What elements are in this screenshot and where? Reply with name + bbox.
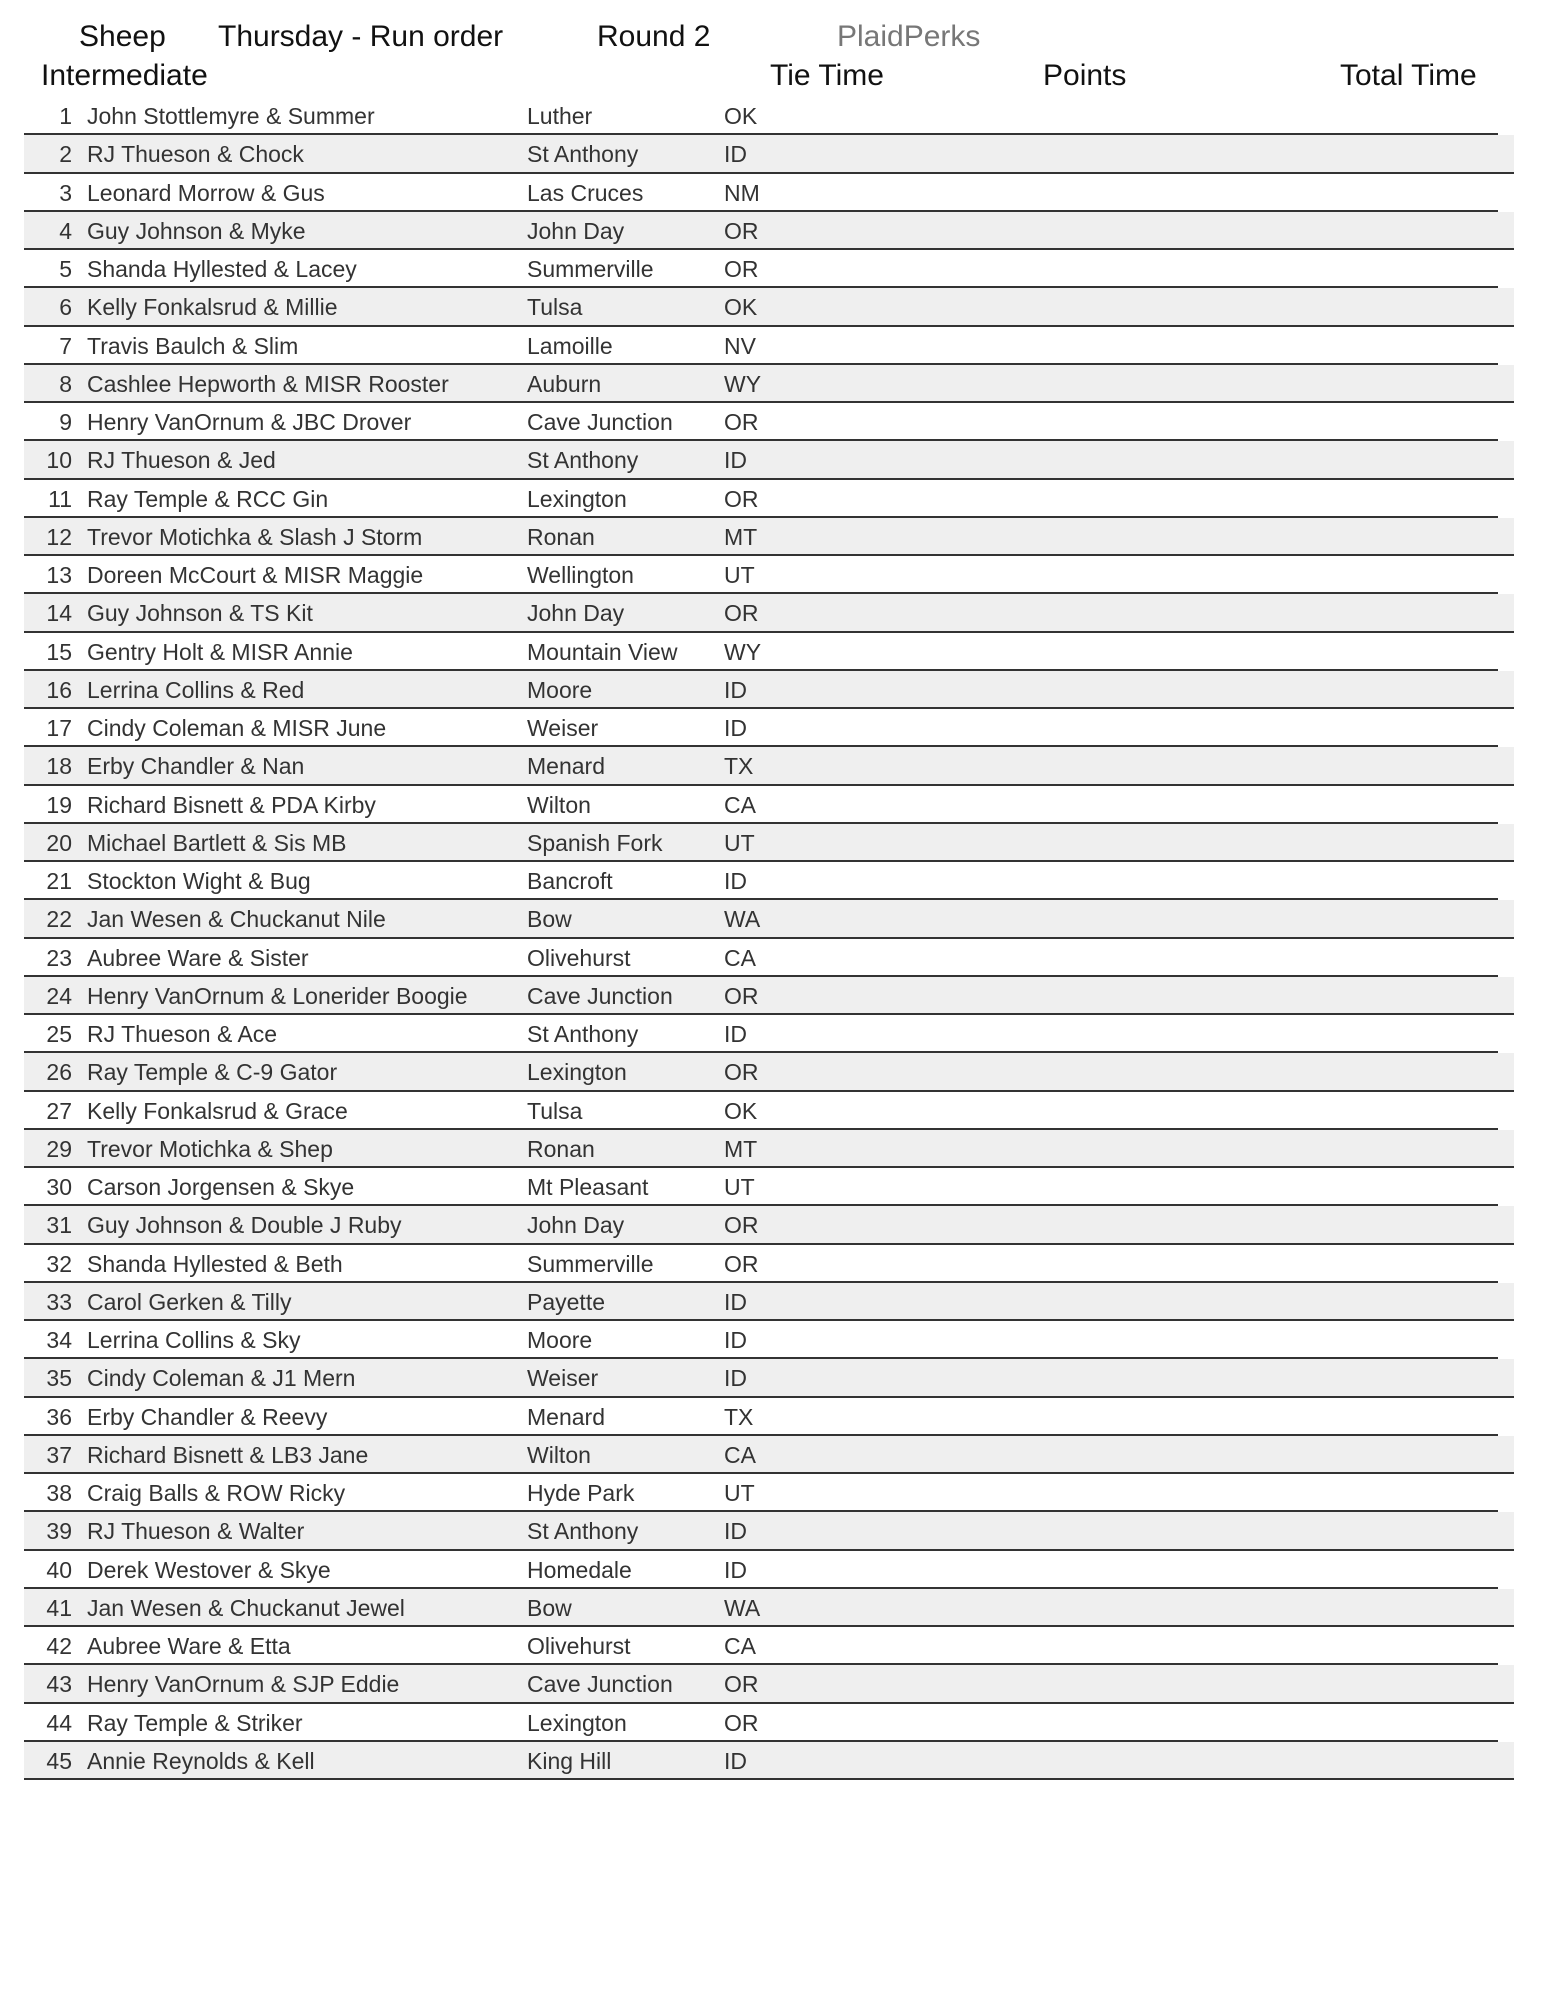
handler-dog-name: Cindy Coleman & J1 Mern [87,1365,356,1392]
table-row [24,824,1514,862]
handler-dog-name: Annie Reynolds & Kell [87,1747,315,1774]
entry-state: ID [724,1747,747,1774]
entry-state: CA [724,944,756,971]
table-row [24,1436,1514,1474]
entry-city: Olivehurst [527,944,631,971]
table-row [24,556,1498,594]
entry-city: St Anthony [527,1021,639,1047]
entry-state: ID [724,447,747,474]
entry-number: 25 [46,1021,72,1047]
table-row [24,1742,1514,1780]
entry-state: OR [724,256,759,282]
entry-city: Weiser [527,1365,599,1392]
entry-number: 29 [46,1135,72,1162]
table-row [24,977,1514,1015]
class-label: Sheep [79,20,166,53]
table-row [24,786,1498,824]
handler-dog-name: Aubree Ware & Etta [87,1633,291,1659]
table-row [24,174,1498,212]
table-row [24,1206,1514,1244]
entry-city: Moore [527,676,593,703]
handler-dog-name: Henry VanOrnum & JBC Drover [87,409,412,435]
table-row [24,441,1514,479]
entry-city: Cave Junction [527,409,673,435]
entry-number: 44 [46,1709,72,1736]
handler-dog-name: John Stottlemyre & Summer [87,103,375,129]
handler-dog-name: Derek Westover & Skye [87,1556,331,1583]
handler-dog-name: Henry VanOrnum & Lonerider Boogie [87,982,468,1009]
handler-dog-name: Cashlee Hepworth & MISR Rooster [87,370,449,397]
entry-number: 26 [46,1059,72,1086]
table-row [24,939,1498,977]
entry-state: WA [724,906,761,933]
run-order-table [24,97,1514,1780]
entry-state: OR [724,600,759,627]
table-row [24,1474,1498,1512]
entry-state: ID [724,1288,747,1315]
entry-city: Las Cruces [527,179,644,206]
entry-state: WA [724,1594,761,1621]
entry-city: Wilton [527,1441,591,1468]
entry-number: 45 [46,1747,72,1774]
entry-city: Auburn [527,370,602,397]
handler-dog-name: Guy Johnson & Double J Ruby [87,1212,402,1239]
table-row [24,212,1514,250]
entry-number: 39 [46,1518,72,1545]
handler-dog-name: Richard Bisnett & PDA Kirby [87,791,376,818]
entry-city: Wilton [527,791,591,818]
entry-state: MT [724,523,758,550]
entry-state: ID [724,676,747,703]
entry-state: OR [724,1059,759,1086]
entry-city: Payette [527,1288,605,1315]
entry-state: NM [724,179,760,206]
handler-dog-name: Stockton Wight & Bug [87,868,311,894]
table-row [24,480,1498,518]
entry-state: TX [724,753,754,780]
handler-dog-name: Carson Jorgensen & Skye [87,1174,355,1200]
entry-number: 36 [46,1403,72,1430]
entry-number: 1 [59,103,72,129]
entry-city: Olivehurst [527,1633,631,1659]
table-row [24,518,1514,556]
entry-number: 16 [46,676,72,703]
table-row [24,1359,1514,1397]
entry-state: CA [724,791,756,818]
entry-number: 8 [59,370,72,397]
entry-number: 30 [46,1174,72,1200]
entry-state: OR [724,1250,759,1277]
table-row [24,403,1498,441]
table-row [24,1589,1514,1627]
handler-dog-name: Carol Gerken & Tilly [87,1288,292,1315]
entry-city: Menard [527,753,605,780]
entry-city: John Day [527,600,625,627]
entry-number: 21 [46,868,72,894]
entry-state: OR [724,982,759,1009]
entry-city: Tulsa [527,294,583,321]
handler-dog-name: Guy Johnson & Myke [87,217,306,244]
entry-number: 2 [59,141,72,168]
table-row [24,671,1514,709]
entry-state: OK [724,103,758,129]
entry-city: Mt Pleasant [527,1174,649,1200]
table-row [24,1321,1498,1359]
table-row [24,1245,1498,1283]
table-row [24,327,1498,365]
handler-dog-name: Henry VanOrnum & SJP Eddie [87,1671,400,1698]
handler-dog-name: Travis Baulch & Slim [87,332,299,359]
table-row [24,288,1514,326]
entry-number: 19 [46,791,72,818]
handler-dog-name: Doreen McCourt & MISR Maggie [87,562,424,588]
entry-city: John Day [527,1212,625,1239]
entry-city: Summerville [527,256,654,282]
table-row [24,594,1514,632]
table-row [24,135,1514,173]
entry-state: ID [724,1365,747,1392]
entry-city: Ronan [527,523,595,550]
handler-dog-name: Leonard Morrow & Gus [87,179,325,206]
entry-city: Lexington [527,485,627,512]
entry-city: St Anthony [527,1518,639,1545]
entry-city: Luther [527,103,593,129]
handler-dog-name: Shanda Hyllested & Beth [87,1250,343,1277]
entry-number: 37 [46,1441,72,1468]
entry-number: 4 [59,217,72,244]
handler-dog-name: RJ Thueson & Ace [87,1021,278,1047]
entry-number: 27 [46,1097,72,1124]
handler-dog-name: Lerrina Collins & Sky [87,1327,301,1353]
table-row [24,1168,1498,1206]
entry-state: OR [724,1212,759,1239]
entry-state: ID [724,715,747,741]
round-label: Round 2 [597,20,711,53]
table-row [24,1053,1514,1091]
table-row [24,365,1514,403]
handler-dog-name: RJ Thueson & Jed [87,447,276,474]
entry-state: UT [724,829,755,856]
table-row [24,1665,1514,1703]
entry-state: WY [724,638,762,665]
entry-city: Wellington [527,562,634,588]
entry-number: 11 [48,485,72,512]
entry-state: OR [724,485,759,512]
entry-city: Hyde Park [527,1480,635,1506]
table-row [24,250,1498,288]
entry-number: 12 [46,523,72,550]
entry-number: 35 [46,1365,72,1392]
entry-state: ID [724,1327,747,1353]
handler-dog-name: Jan Wesen & Chuckanut Nile [87,906,386,933]
handler-dog-name: Ray Temple & Striker [87,1709,303,1736]
entry-number: 18 [46,753,72,780]
entry-state: ID [724,868,747,894]
table-row [24,633,1498,671]
entry-city: Lamoille [527,332,613,359]
entry-city: Bancroft [527,868,613,894]
handler-dog-name: Erby Chandler & Nan [87,753,305,780]
table-row [24,1704,1498,1742]
entry-number: 22 [46,906,72,933]
handler-dog-name: Kelly Fonkalsrud & Millie [87,294,338,321]
entry-number: 32 [46,1250,72,1277]
entry-state: OR [724,409,759,435]
table-row [24,1092,1498,1130]
handler-dog-name: Erby Chandler & Reevy [87,1403,328,1430]
handler-dog-name: Ray Temple & C-9 Gator [87,1059,338,1086]
entry-city: Summerville [527,1250,654,1277]
table-row [24,862,1498,900]
entry-number: 10 [46,447,72,474]
handler-dog-name: Trevor Motichka & Slash J Storm [87,523,423,550]
entry-state: MT [724,1135,758,1162]
entry-state: ID [724,141,747,168]
table-row [24,1130,1514,1168]
handler-dog-name: Lerrina Collins & Red [87,676,305,703]
table-row [24,900,1514,938]
entry-city: King Hill [527,1747,612,1774]
table-row [24,1512,1514,1550]
entry-number: 17 [46,715,72,741]
table-row [24,1627,1498,1665]
handler-dog-name: Cindy Coleman & MISR June [87,715,387,741]
entry-state: UT [724,562,755,588]
handler-dog-name: Kelly Fonkalsrud & Grace [87,1097,348,1124]
entry-state: CA [724,1441,756,1468]
entry-number: 7 [59,332,72,359]
table-row [24,747,1514,785]
entry-city: Ronan [527,1135,595,1162]
entry-city: Bow [527,1594,572,1621]
entry-number: 6 [59,294,72,321]
entry-city: Lexington [527,1709,627,1736]
entry-number: 34 [46,1327,72,1353]
handler-dog-name: Craig Balls & ROW Ricky [87,1480,346,1506]
handler-dog-name: RJ Thueson & Walter [87,1518,305,1545]
entry-city: Mountain View [527,638,678,665]
entry-state: TX [724,1403,754,1430]
handler-dog-name: Ray Temple & RCC Gin [87,485,329,512]
entry-state: CA [724,1633,756,1659]
entry-state: OR [724,1709,759,1736]
handler-dog-name: Shanda Hyllested & Lacey [87,256,357,282]
table-row [24,1551,1498,1589]
entry-state: ID [724,1518,747,1545]
entry-number: 24 [46,982,72,1009]
entry-number: 23 [46,944,72,971]
entry-state: ID [724,1556,747,1583]
entry-city: Cave Junction [527,1671,673,1698]
entry-city: St Anthony [527,447,639,474]
handler-dog-name: RJ Thueson & Chock [87,141,304,168]
entry-number: 43 [46,1671,72,1698]
entry-number: 14 [46,600,72,627]
entry-number: 15 [46,638,72,665]
entry-state: UT [724,1480,755,1506]
handler-dog-name: Gentry Holt & MISR Annie [87,638,353,665]
division-label: Intermediate [41,59,208,92]
tie-time-header: Tie Time [770,59,884,92]
handler-dog-name: Guy Johnson & TS Kit [87,600,313,627]
entry-state: OK [724,1097,758,1124]
entry-city: Cave Junction [527,982,673,1009]
entry-number: 33 [46,1288,72,1315]
entry-city: Menard [527,1403,605,1430]
sponsor-label: PlaidPerks [837,20,981,53]
entry-number: 38 [46,1480,72,1506]
handler-dog-name: Trevor Motichka & Shep [87,1135,333,1162]
entry-city: Lexington [527,1059,627,1086]
entry-city: Spanish Fork [527,829,663,856]
entry-city: St Anthony [527,141,639,168]
table-row [24,1015,1498,1053]
table-row [24,1283,1514,1321]
handler-dog-name: Jan Wesen & Chuckanut Jewel [87,1594,405,1621]
entry-number: 9 [59,409,72,435]
entry-city: Weiser [527,715,599,741]
total-time-header: Total Time [1340,59,1477,92]
handler-dog-name: Aubree Ware & Sister [87,944,309,971]
entry-number: 3 [59,179,72,206]
entry-number: 5 [59,256,72,282]
entry-state: OR [724,1671,759,1698]
points-header: Points [1043,59,1127,92]
page-title: Thursday - Run order [218,20,504,53]
entry-city: Homedale [527,1556,632,1583]
handler-dog-name: Michael Bartlett & Sis MB [87,829,347,856]
entry-state: NV [724,332,756,359]
entry-number: 20 [46,829,72,856]
entry-state: UT [724,1174,755,1200]
entry-state: WY [724,370,762,397]
entry-city: Moore [527,1327,593,1353]
entry-number: 13 [46,562,72,588]
entry-state: OK [724,294,758,321]
handler-dog-name: Richard Bisnett & LB3 Jane [87,1441,369,1468]
table-row [24,97,1498,135]
table-row [24,709,1498,747]
entry-city: Bow [527,906,572,933]
entry-number: 42 [46,1633,72,1659]
entry-city: Tulsa [527,1097,583,1124]
table-row [24,1398,1498,1436]
entry-number: 40 [46,1556,72,1583]
entry-state: ID [724,1021,747,1047]
entry-number: 31 [46,1212,72,1239]
entry-number: 41 [46,1594,72,1621]
entry-city: John Day [527,217,625,244]
entry-state: OR [724,217,759,244]
